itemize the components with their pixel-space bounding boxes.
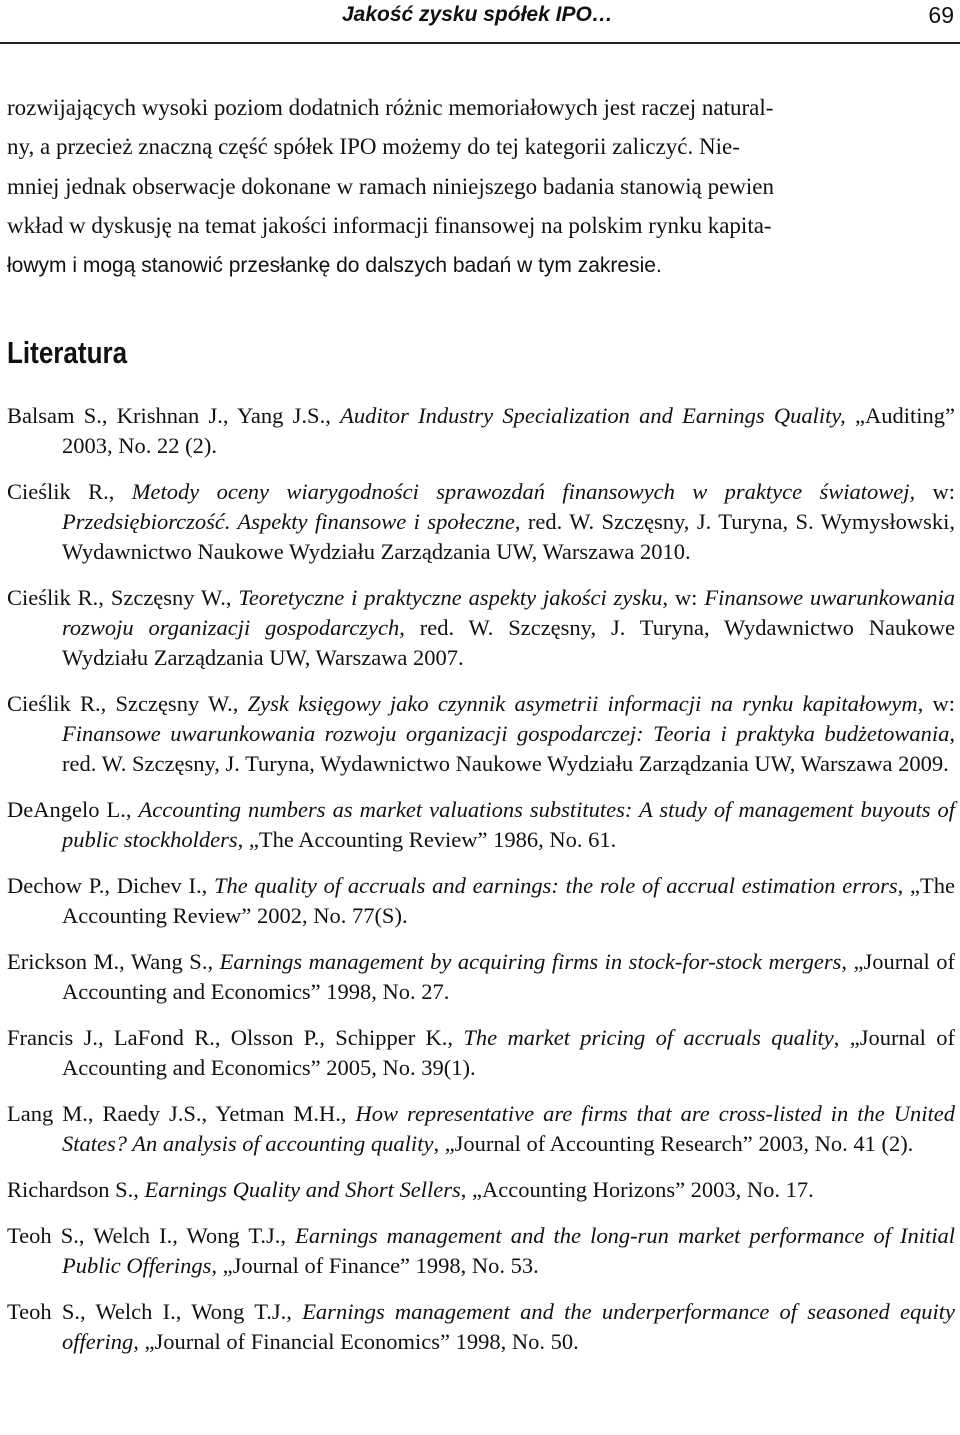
reference-authors: Lang M., Raedy J.S., Yetman M.H.,: [7, 1101, 356, 1126]
intro-text: wkład w dyskusję na temat jakości informacji finansowej na polskim rynku kapita-: [7, 212, 772, 238]
reference-book-title: Przedsiębiorczość. Aspekty finansowe i społeczne: [62, 509, 515, 534]
reference-item: [7, 1023, 955, 1083]
intro-text: mniej jednak obserwacje dokonane w ramach niniejszego badania stanowią pewien: [7, 173, 775, 199]
reference-source: , „The Accounting Review” 2002, No. 77(S).: [62, 873, 955, 928]
reference-title: Earnings management and the long-run market performance of Initial Public Offerings: [62, 1223, 955, 1278]
intro-line: [7, 168, 955, 207]
reference-authors: Cieślik R., Szczęsny W.,: [7, 585, 239, 610]
reference-publisher: , red. W. Szczęsny, J. Turyna, Wydawnictwo Naukowe Wydziału Zarządzania UW, Warszawa 2009.: [62, 721, 955, 776]
reference-source: , w:: [662, 585, 705, 610]
intro-text-sans: łowym i mogą stanowić przesłankę do dalszych badań w tym zakresie.: [7, 254, 662, 278]
reference-source: , „Journal of Finance” 1998, No. 53.: [211, 1253, 539, 1278]
reference-item: [7, 1297, 955, 1357]
reference-item: [7, 1221, 955, 1281]
reference-source: „Auditing” 2003, No. 22 (2).: [62, 403, 955, 458]
reference-title: Earnings management by acquiring firms in stock-for-stock mergers: [219, 949, 842, 974]
reference-title: Teoretyczne i praktyczne aspekty jakości zysku: [238, 585, 663, 610]
intro-text: ny, a przecież znaczną część spółek IPO możemy do tej kategorii zaliczyć. Nie-: [7, 134, 740, 160]
reference-authors: Teoh S., Welch I., Wong T.J.,: [7, 1223, 296, 1248]
reference-source: , „Journal of Financial Economics” 1998, No. 50.: [133, 1329, 579, 1354]
reference-item: [7, 583, 955, 673]
reference-authors: DeAngelo L.,: [7, 797, 139, 822]
reference-publisher: , red. W. Szczęsny, J. Turyna, S. Wymysłowski, Wydawnictwo Naukowe Wydziału Zarządzania UW, Warszawa 2010.: [62, 509, 955, 564]
reference-book-title: Finansowe uwarunkowania rozwoju organizacji gospodarczej: Teoria i praktyka budżetowania: [62, 721, 950, 746]
reference-title: Earnings management and the underperformance of seasoned equity offering: [62, 1299, 955, 1354]
reference-source: , w:: [917, 691, 955, 716]
intro-line: [7, 207, 955, 246]
reference-title: Zysk księgowy jako czynnik asymetrii informacji na rynku kapitałowym: [247, 691, 918, 716]
reference-title: Accounting numbers as market valuations substitutes: A study of management buyouts of public stockholders: [62, 797, 955, 852]
reference-authors: Teoh S., Welch I., Wong T.J.,: [7, 1299, 303, 1324]
reference-item: [7, 689, 955, 779]
running-title: Jakość zysku spółek IPO…: [342, 3, 613, 26]
reference-source: w:: [915, 479, 955, 504]
reference-authors: Francis J., LaFond R., Olsson P., Schipper K.,: [7, 1025, 464, 1050]
reference-title: How representative are firms that are cross-listed in the United States? An analysis of accounting quality: [62, 1101, 955, 1156]
intro-paragraph: [7, 89, 955, 285]
running-header: [0, 0, 960, 44]
reference-item: [7, 947, 955, 1007]
reference-authors: Cieślik R., Szczęsny W.,: [7, 691, 248, 716]
reference-item: [7, 1099, 955, 1159]
reference-source: , „Journal of Accounting and Economics” 1998, No. 27.: [62, 949, 956, 1004]
reference-publisher: , red. W. Szczęsny, J. Turyna, Wydawnictwo Naukowe Wydziału Zarządzania UW, Warszawa 2007.: [62, 615, 956, 670]
reference-item: [7, 871, 955, 931]
intro-line: [7, 128, 955, 167]
reference-title: Auditor Industry Specialization and Earnings Quality,: [340, 403, 846, 428]
section-heading: Literatura: [7, 335, 128, 370]
reference-title: The quality of accruals and earnings: the role of accrual estimation errors: [213, 873, 898, 898]
intro-text: rozwijających wysoki poziom dodatnich różnic memoriałowych jest raczej natural-: [7, 95, 774, 120]
reference-title: Metody oceny wiarygodności sprawozdań finansowych w praktyce światowej,: [131, 479, 916, 504]
intro-line: [7, 246, 955, 285]
reference-title: Earnings Quality and Short Sellers: [144, 1177, 461, 1202]
reference-book-title: Finansowe uwarunkowania rozwoju organizacji gospodarczych: [62, 585, 955, 640]
reference-item: [7, 477, 955, 567]
reference-authors: Dechow P., Dichev I.,: [7, 873, 214, 898]
page-number: 69: [928, 2, 954, 28]
reference-item: [7, 795, 955, 855]
reference-source: , „Accounting Horizons” 2003, No. 17.: [460, 1177, 814, 1202]
reference-authors: Cieślik R.,: [7, 479, 132, 504]
reference-item: [7, 1175, 955, 1205]
reference-authors: Balsam S., Krishnan J., Yang J.S.,: [7, 403, 341, 428]
reference-title: The market pricing of accruals quality: [463, 1025, 834, 1050]
reference-authors: Erickson M., Wang S.,: [7, 949, 220, 974]
reference-source: , „Journal of Accounting Research” 2003, No. 41 (2).: [433, 1131, 914, 1156]
intro-line: [7, 89, 955, 128]
reference-source: , „The Accounting Review” 1986, No. 61.: [237, 827, 617, 852]
reference-list: [7, 401, 955, 1373]
reference-authors: Richardson S.,: [7, 1177, 145, 1202]
reference-item: [7, 401, 955, 461]
reference-source: , „Journal of Accounting and Economics” 2005, No. 39(1).: [62, 1025, 955, 1080]
